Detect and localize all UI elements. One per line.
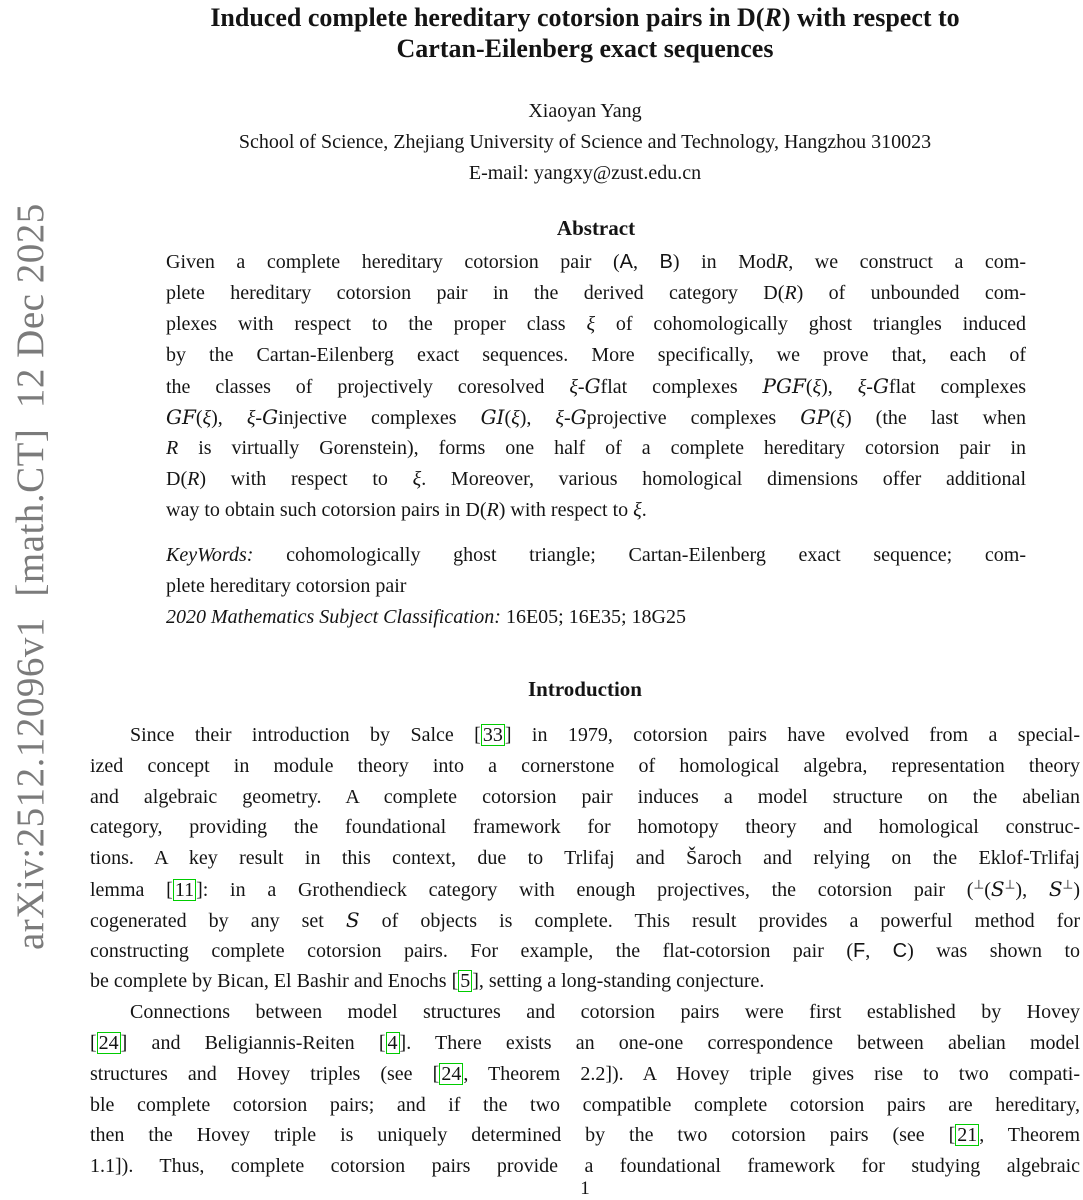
text-line — [166, 340, 1026, 371]
text-segment: ble complete cotorsion pairs; and if the two compatible complete cotorsion pairs are hereditary, — [90, 1093, 1080, 1116]
text-segment: R — [775, 251, 789, 273]
text-line — [90, 1028, 1080, 1059]
text-segment: [ — [90, 1031, 97, 1054]
text-line — [90, 905, 1080, 936]
text-line — [166, 247, 1026, 278]
text-segment: Given a complete hereditary cotorsion pair ( — [166, 251, 620, 273]
text-segment: C — [892, 939, 908, 962]
text-segment: structures and Hovey triples (see [ — [90, 1062, 440, 1085]
text-line — [90, 1059, 1080, 1090]
text-line — [166, 540, 1026, 571]
citation-link[interactable]: 11 — [174, 878, 195, 901]
text-line — [90, 874, 1080, 905]
text-segment: category, providing the foundational framework for homotopy theory and homological construc- — [90, 816, 1080, 839]
text-segment: R — [486, 499, 499, 521]
msc-text — [166, 602, 1026, 633]
text-line — [90, 1120, 1080, 1151]
text-line — [90, 812, 1080, 843]
text-segment: tions. A key result in this context, due to Trlifaj and Šaroch and relying on the Eklof-Trlifaj — [90, 847, 1080, 870]
math-script-text: PGF — [762, 374, 806, 398]
text-segment: ξ — [246, 407, 256, 429]
text-segment: plete hereditary cotorsion pair — [166, 575, 407, 597]
text-line — [166, 278, 1026, 309]
text-segment: , we construct a com- — [788, 251, 1026, 273]
intro-paragraph-1 — [90, 720, 1080, 997]
text-segment: ]: in a Grothendieck category with enough projectives, the cotorsion pair ( — [196, 878, 974, 901]
text-segment: , — [865, 939, 893, 962]
text-segment: ξ — [202, 407, 212, 429]
text-line — [166, 495, 1026, 526]
text-segment: ] and Beligiannis-Reiten [ — [120, 1031, 386, 1054]
text-segment: ized concept in module theory into a cornerstone of homological algebra, representation theory — [90, 754, 1080, 777]
text-segment: Cartan-Eilenberg exact sequences — [396, 34, 774, 63]
text-segment: D( — [166, 468, 188, 490]
page-number: 1 — [580, 1178, 590, 1199]
author-affiliation: School of Science, Zhejiang University of Science and Technology, Hangzhou 310023 — [238, 131, 932, 153]
text-segment: , — [632, 251, 660, 273]
text-segment: 16E05; 16E35; 18G25 — [500, 606, 686, 628]
text-segment: R — [784, 282, 797, 304]
text-segment: - — [255, 407, 263, 429]
math-script-text: G — [570, 405, 587, 429]
text-segment: - — [577, 376, 585, 398]
math-script-text: S — [990, 876, 1005, 901]
text-segment: flat complexes — [600, 376, 763, 398]
text-segment: constructing complete cotorsion pairs. For example, the flat-cotorsion pair ( — [90, 939, 853, 962]
text-segment: ⊥ — [1062, 876, 1074, 892]
text-segment: of objects is complete. This result provides a powerful method for — [359, 909, 1080, 932]
text-segment: ), — [821, 376, 858, 398]
text-segment: KeyWords: — [166, 544, 254, 566]
text-segment: ⊥ — [973, 876, 985, 892]
math-script-text: S — [345, 907, 360, 932]
text-segment: - — [866, 376, 873, 398]
text-segment: ), — [211, 407, 247, 429]
text-segment: ξ — [412, 468, 422, 490]
text-segment: . Moreover, various homological dimensions offer additional — [421, 468, 1026, 490]
text-line — [166, 571, 1026, 602]
math-script-text: GI — [480, 405, 505, 429]
text-line — [90, 782, 1080, 813]
text-segment: B — [659, 251, 673, 273]
text-segment: ξ — [812, 376, 822, 398]
text-line — [90, 997, 1080, 1028]
abstract-heading: Abstract — [556, 216, 636, 240]
citation-link[interactable]: 4 — [387, 1031, 398, 1054]
text-line — [166, 371, 1026, 402]
paper-title — [90, 2, 1080, 64]
text-line — [90, 751, 1080, 782]
text-segment: ) in Mod — [672, 251, 776, 273]
text-line — [166, 309, 1026, 340]
text-segment: ξ — [511, 407, 520, 429]
text-segment: lemma [ — [90, 878, 173, 901]
text-segment: ) with respect to — [199, 468, 413, 490]
text-segment: F — [852, 939, 866, 962]
text-line — [166, 433, 1026, 464]
text-line — [90, 936, 1080, 967]
text-segment: ) was shown to — [907, 939, 1080, 962]
text-line — [90, 1090, 1080, 1121]
text-segment: ξ — [586, 313, 596, 335]
text-segment: ( — [805, 376, 813, 398]
text-segment: 2020 Mathematics Subject Classification: — [166, 606, 501, 628]
math-script-text: G — [584, 374, 601, 398]
text-segment: R — [764, 3, 782, 32]
text-line — [90, 966, 1080, 997]
author-name: Xiaoyan Yang — [528, 100, 642, 122]
citation-link[interactable]: 24 — [441, 1062, 462, 1085]
math-script-text: G — [872, 374, 889, 398]
text-segment: cohomologically ghost triangle; Cartan-Eilenberg exact sequence; com- — [253, 544, 1026, 566]
text-segment: and algebraic geometry. A complete cotorsion pair induces a model structure on the abelian — [90, 785, 1080, 808]
text-segment: Since their introduction by Salce [ — [130, 724, 481, 746]
text-segment: , Theorem — [979, 1124, 1080, 1147]
text-segment: ξ — [555, 407, 564, 429]
text-segment: ξ — [633, 499, 642, 521]
text-segment: cogenerated by any set — [90, 909, 346, 932]
keywords-text — [166, 540, 1026, 602]
text-line — [90, 720, 1080, 751]
text-segment: ) with respect to — [781, 3, 960, 32]
text-segment: ) — [1073, 878, 1080, 901]
text-line — [90, 33, 1080, 64]
text-segment: A — [619, 251, 633, 273]
text-segment: ( — [984, 878, 991, 901]
text-segment: is virtually Gorenstein), forms one half of a complete hereditary cotorsion pair in — [178, 437, 1026, 459]
author-email: E-mail: yangxy@zust.edu.cn — [468, 162, 702, 184]
text-segment: Connections between model structures and cotorsion pairs were first established by Hovey — [130, 1001, 1080, 1024]
text-segment: ξ — [836, 407, 845, 429]
arxiv-watermark: arXiv:2512.12096v1 [math.CT] 12 Dec 2025 — [9, 203, 52, 950]
text-line — [166, 464, 1026, 495]
text-segment: ( — [195, 407, 203, 429]
text-segment: then the Hovey triple is uniquely determined by the two cotorsion pairs (see [ — [90, 1124, 956, 1147]
text-line — [90, 2, 1080, 33]
text-segment: plexes with respect to the proper class — [166, 313, 587, 335]
text-line — [166, 602, 1026, 633]
text-segment: ( — [829, 407, 837, 429]
text-segment: plete hereditary cotorsion pair in the derived category D( — [166, 282, 785, 304]
text-segment: ), — [1015, 878, 1049, 901]
text-segment: ), — [519, 407, 556, 429]
text-line — [166, 402, 1026, 433]
text-segment: projective complexes — [586, 407, 801, 429]
text-segment: ξ — [569, 376, 578, 398]
text-segment: of cohomologically ghost triangles induced — [595, 313, 1026, 335]
text-segment: ( — [504, 407, 512, 429]
introduction-heading: Introduction — [528, 677, 642, 701]
author-block — [90, 96, 1080, 189]
citation-link[interactable]: 24 — [98, 1031, 119, 1054]
math-script-text: GF — [166, 405, 196, 429]
text-segment: ) of unbounded com- — [796, 282, 1026, 304]
keywords-block — [166, 540, 1026, 633]
introduction-body — [90, 720, 1080, 1182]
text-segment: ] in 1979, cotorsion pairs have evolved from a special- — [504, 724, 1080, 746]
text-segment: 1.1]). Thus, complete cotorsion pairs provide a foundational framework for studying algebraic — [90, 1155, 1080, 1178]
text-segment: - — [564, 407, 571, 429]
text-segment: injective complexes — [278, 407, 481, 429]
text-segment: Induced complete hereditary cotorsion pairs in D( — [210, 3, 765, 32]
intro-paragraph-2 — [90, 997, 1080, 1182]
text-segment: by the Cartan-Eilenberg exact sequences. More specifically, we prove that, each of — [166, 344, 1026, 366]
math-script-text: GP — [800, 405, 830, 429]
text-line — [90, 843, 1080, 874]
text-segment: . — [641, 499, 647, 521]
text-segment: ], setting a long-standing conjecture. — [472, 970, 765, 993]
citation-link[interactable]: 21 — [957, 1124, 978, 1147]
text-segment: ]. There exists an one-one correspondence between abelian model — [399, 1031, 1080, 1054]
math-script-text: S — [1048, 876, 1063, 901]
abstract-text — [166, 247, 1026, 526]
text-segment: , Theorem 2.2]). A Hovey triple gives rise to two compati- — [463, 1062, 1080, 1085]
math-script-text: G — [262, 405, 279, 429]
text-segment: be complete by Bican, El Bashir and Enochs [ — [90, 970, 459, 993]
text-segment: way to obtain such cotorsion pairs in D( — [166, 499, 487, 521]
text-segment: ) (the last when — [844, 407, 1026, 429]
citation-link[interactable]: 5 — [460, 970, 471, 993]
citation-link[interactable]: 33 — [482, 724, 503, 746]
text-segment: ) with respect to — [498, 499, 634, 521]
text-segment: ⊥ — [1004, 876, 1016, 892]
text-segment: flat complexes — [888, 376, 1026, 398]
text-segment: R — [166, 437, 179, 459]
text-segment: the classes of projectively coresolved — [166, 376, 570, 398]
text-segment: R — [187, 468, 200, 490]
text-segment: ξ — [857, 376, 867, 398]
